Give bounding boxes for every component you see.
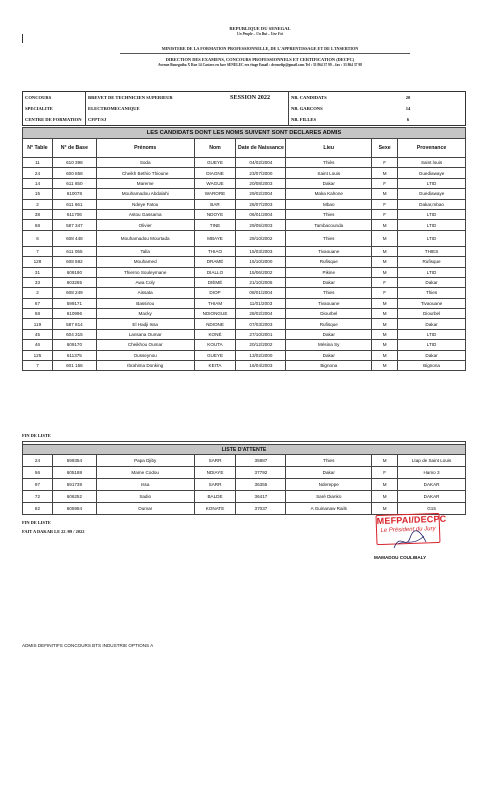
- cell-table-number: 45: [23, 329, 53, 339]
- cell-last-name: SARR: [194, 455, 236, 467]
- cell-table-number: 72: [23, 491, 53, 503]
- cell-first-names: Mouhamed: [96, 257, 194, 267]
- cell-origin: Dakar,mbao: [398, 199, 466, 209]
- cell-birth-date: 15/06/2002: [236, 267, 286, 277]
- cell-first-names: Awa Coly: [96, 277, 194, 287]
- table-row: [23, 178, 466, 188]
- cell-base-number: 611 055: [52, 246, 96, 256]
- cell-table-number: 68: [23, 220, 53, 230]
- cell-sex: M: [372, 455, 398, 467]
- cell-birth-date: 29/05/2003: [236, 220, 286, 230]
- centre-value: CFPT/SJ: [88, 117, 107, 122]
- attente-title: LISTE D'ATTENTE: [23, 445, 466, 455]
- cell-base-number: 610996: [52, 309, 96, 319]
- table-row: [23, 246, 466, 256]
- cell-sex: F: [372, 467, 398, 479]
- cell-origin: LTID: [398, 209, 466, 219]
- cell-origin: Saint louis: [398, 158, 466, 168]
- cell-sex: M: [372, 189, 398, 199]
- table-row: [23, 230, 466, 246]
- table-row: [23, 455, 466, 467]
- cell-sex: M: [372, 491, 398, 503]
- cell-last-name: NDIONGUE: [194, 309, 236, 319]
- cell-base-number: 605984: [52, 503, 96, 515]
- cell-origin: THIES: [398, 246, 466, 256]
- cell-sex: F: [372, 288, 398, 298]
- cell-last-name: KONÉ: [194, 329, 236, 339]
- cell-birth-place: Dakar: [286, 329, 372, 339]
- cell-table-number: 128: [23, 257, 53, 267]
- cell-table-number: 125: [23, 350, 53, 360]
- cell-birth-date: 26/07/2003: [236, 199, 286, 209]
- cell-birth-place: Tambacounda: [286, 220, 372, 230]
- table-row: [23, 189, 466, 199]
- cell-last-name: TINE: [194, 220, 236, 230]
- cell-table-number: 56: [23, 467, 53, 479]
- exam-info-table: [22, 91, 466, 126]
- cell-last-name: THIAM: [194, 298, 236, 308]
- cell-last-name: GUEYE: [194, 158, 236, 168]
- cell-base-number: 591739: [52, 479, 96, 491]
- column-header-last-name: Nom: [194, 139, 236, 158]
- cell-birth-date: 29/02/2004: [236, 189, 286, 199]
- cell-birth-place: Dakar: [286, 277, 372, 287]
- cell-base-number: 587 347: [52, 220, 96, 230]
- cell-first-names: Issa: [96, 479, 194, 491]
- cell-last-name: THIAO: [194, 246, 236, 256]
- cell-origin: LTID: [398, 178, 466, 188]
- admis-rows: [23, 158, 466, 371]
- cell-birth-date: 13/02/2000: [236, 350, 286, 360]
- concours-value: BREVET DE TECHNICIEN SUPERIEUR: [88, 95, 173, 100]
- nb-garcons-value: 14: [405, 106, 411, 111]
- attente-rows: [23, 455, 466, 515]
- signature-scribble: [390, 528, 430, 552]
- nb-candidats-value: 20: [405, 95, 411, 100]
- cell-base-number: 587 814: [52, 319, 96, 329]
- cell-origin: Diourbel: [398, 309, 466, 319]
- cell-last-name: KEITA: [194, 361, 236, 371]
- header-republic: REPUBLIQUE DU SENEGAL: [229, 26, 291, 31]
- cell-first-names: Aissata: [96, 288, 194, 298]
- cell-birth-place: Dakar: [286, 350, 372, 360]
- cell-sex: M: [372, 340, 398, 350]
- cell-birth-place: Dakar: [286, 178, 372, 188]
- document-footer: ADMIS DEFINITIFS CONCOURS BTS INDUSTRIE OPTIONS A: [22, 643, 154, 648]
- column-header-first-names: Prénoms: [96, 139, 194, 158]
- attente-table: [22, 441, 466, 515]
- cell-sex: F: [372, 209, 398, 219]
- table-row: [23, 199, 466, 209]
- cell-first-names: Talla: [96, 246, 194, 256]
- table-row: [23, 267, 466, 277]
- cell-birth-date: 11/01/2003: [236, 298, 286, 308]
- cell-origin: Guediawaye: [398, 168, 466, 178]
- cell-birth-place: Saré Dianko: [286, 491, 372, 503]
- cell-base-number: 611 661: [52, 199, 96, 209]
- cell-first-names: Papa Djiby: [96, 455, 194, 467]
- cell-birth-place: Rufisque: [286, 257, 372, 267]
- cell-origin: Hamo 3: [398, 467, 466, 479]
- cell-birth-date: 36355: [236, 479, 286, 491]
- table-row: [23, 350, 466, 360]
- cell-birth-date: 08/01/2004: [236, 288, 286, 298]
- cell-origin: Bignona: [398, 361, 466, 371]
- cell-origin: LTID: [398, 230, 466, 246]
- cell-table-number: 6: [23, 230, 53, 246]
- cell-birth-date: 37037: [236, 503, 286, 515]
- cell-last-name: BALDE: [194, 491, 236, 503]
- cell-origin: DAKAR: [398, 491, 466, 503]
- column-header-origin: Provenance: [398, 139, 466, 158]
- cell-sex: M: [372, 220, 398, 230]
- cell-origin: Dakar: [398, 350, 466, 360]
- cell-base-number: 608 249: [52, 288, 96, 298]
- cell-table-number: 24: [23, 168, 53, 178]
- cell-first-names: Ousseynou: [96, 350, 194, 360]
- cell-first-names: Soda: [96, 158, 194, 168]
- cell-birth-date: 35887: [236, 455, 286, 467]
- table-row: [23, 467, 466, 479]
- attente-end-of-list: FIN DE LISTE: [22, 520, 51, 525]
- cell-last-name: DIALLO: [194, 267, 236, 277]
- nb-garcons-label: NB. GARCONS: [289, 103, 350, 114]
- cell-first-names: Cheikh Bethio Thioune: [96, 168, 194, 178]
- cell-birth-date: 36417: [236, 491, 286, 503]
- cell-origin: Dakar: [398, 319, 466, 329]
- cell-last-name: GUEYE: [194, 350, 236, 360]
- cell-table-number: 67: [23, 298, 53, 308]
- admis-end-of-list: FIN DE LISTE: [22, 433, 51, 438]
- cell-base-number: 600 858: [52, 168, 96, 178]
- cell-birth-place: Tivaouane: [286, 246, 372, 256]
- cell-sex: M: [372, 329, 398, 339]
- cell-first-names: Astou Gassama: [96, 209, 194, 219]
- cell-birth-place: Thies: [286, 230, 372, 246]
- cell-origin: Rufisque: [398, 257, 466, 267]
- cell-origin: Thies: [398, 288, 466, 298]
- column-header-base-number: N° de Base: [52, 139, 96, 158]
- cell-table-number: 7: [23, 361, 53, 371]
- cell-table-number: 11: [23, 158, 53, 168]
- cell-table-number: 7: [23, 246, 53, 256]
- admis-table: [22, 127, 466, 371]
- cell-first-names: Olivier: [96, 220, 194, 230]
- table-row: [23, 503, 466, 515]
- cell-base-number: 603265: [52, 277, 96, 287]
- cell-first-names: Ndeye Fatou: [96, 199, 194, 209]
- cell-birth-date: 28/02/2004: [236, 309, 286, 319]
- cell-origin: LTID: [398, 220, 466, 230]
- table-row: [23, 340, 466, 350]
- table-row: [23, 329, 466, 339]
- column-header-birth-date: Date de Naissance: [236, 139, 286, 158]
- cell-birth-place: Bignona: [286, 361, 372, 371]
- cell-birth-place: Thies: [286, 209, 372, 219]
- column-header-sex: Sexe: [372, 139, 398, 158]
- cell-first-names: Ibrahima Donking: [96, 361, 194, 371]
- cell-base-number: 606252: [52, 491, 96, 503]
- cell-birth-date: 23/07/2000: [236, 168, 286, 178]
- cell-last-name: NDOYE: [194, 209, 236, 219]
- cell-last-name: WARORE: [194, 189, 236, 199]
- cell-table-number: 31: [23, 267, 53, 277]
- header-direction: DIRECTION DES EXAMENS, CONCOURS PROFESSIONNELS ET CERTIFICATION (DECPC): [165, 57, 355, 62]
- cell-last-name: KOUTA: [194, 340, 236, 350]
- cell-table-number: 38: [23, 209, 53, 219]
- column-header-birth-place: Lieu: [286, 139, 372, 158]
- cell-first-names: Mareme: [96, 178, 194, 188]
- nb-filles-value: 6: [406, 117, 410, 122]
- cell-birth-place: A Guinanaw Rails: [286, 503, 372, 515]
- cell-sex: M: [372, 267, 398, 277]
- table-row: [23, 298, 466, 308]
- cell-table-number: 119: [23, 319, 53, 329]
- cell-last-name: DIOP: [194, 288, 236, 298]
- cell-first-names: Mame Codou: [96, 467, 194, 479]
- cell-first-names: Lansana Oumar: [96, 329, 194, 339]
- table-row: [23, 361, 466, 371]
- header-ministry: MINISTERE DE LA FORMATION PROFESSIONNELLE, DE L'APPRENTISSAGE ET DE L'INSERTION: [161, 46, 359, 51]
- nb-candidats-label: NB. CANDIDATS: [289, 92, 350, 104]
- president-name: MAMADOU COULIBALY: [374, 555, 427, 560]
- cell-last-name: DRAMÉ: [194, 257, 236, 267]
- cell-base-number: 608 448: [52, 230, 96, 246]
- table-row: [23, 257, 466, 267]
- cell-table-number: 46: [23, 340, 53, 350]
- cell-last-name: MBAYE: [194, 230, 236, 246]
- cell-birth-place: Thiès: [286, 158, 372, 168]
- stamp-line-2: Le Président du Jury: [380, 526, 436, 534]
- cell-base-number: 610078: [52, 189, 96, 199]
- cell-base-number: 605188: [52, 467, 96, 479]
- cell-birth-date: 16/04/2003: [236, 361, 286, 371]
- cell-birth-date: 06/01/2004: [236, 209, 286, 219]
- specialite-value: ELECTROMECANIQUE: [88, 106, 140, 111]
- table-row: [23, 158, 466, 168]
- cell-origin: LTID: [398, 267, 466, 277]
- cell-birth-place: Tivaouane: [286, 298, 372, 308]
- cell-table-number: 82: [23, 503, 53, 515]
- header-rule: [120, 53, 410, 54]
- cell-sex: M: [372, 479, 398, 491]
- cell-base-number: 609190: [52, 267, 96, 277]
- cell-birth-place: Maka Kahone: [286, 189, 372, 199]
- cell-last-name: NDIAYE: [194, 467, 236, 479]
- table-row: [23, 277, 466, 287]
- admis-title: LES CANDIDATS DONT LES NOMS SUIVENT SONT DECLARES ADMIS: [23, 128, 466, 139]
- cell-last-name: SARR: [194, 479, 236, 491]
- cell-first-names: Bassirou: [96, 298, 194, 308]
- cell-sex: M: [372, 168, 398, 178]
- cell-base-number: 609170: [52, 340, 96, 350]
- cell-last-name: KONATE: [194, 503, 236, 515]
- cell-last-name: WAGUE: [194, 178, 236, 188]
- admis-column-headers: [23, 139, 466, 158]
- cell-birth-date: 15/10/2000: [236, 257, 286, 267]
- cell-birth-place: Mbao: [286, 199, 372, 209]
- cell-sex: M: [372, 503, 398, 515]
- table-row: [23, 319, 466, 329]
- cell-birth-place: Mésina Sy: [286, 340, 372, 350]
- cell-origin: G15: [398, 503, 466, 515]
- cell-base-number: 611 650: [52, 178, 96, 188]
- cell-origin: Dakar: [398, 277, 466, 287]
- cell-origin: Ltap de Saint Louis: [398, 455, 466, 467]
- cell-base-number: 601 156: [52, 361, 96, 371]
- cell-table-number: 2: [23, 288, 53, 298]
- cell-birth-date: 21/10/2005: [236, 277, 286, 287]
- cell-origin: DAKAR: [398, 479, 466, 491]
- cell-base-number: 611706: [52, 209, 96, 219]
- cell-last-name: BAR: [194, 199, 236, 209]
- cell-sex: M: [372, 319, 398, 329]
- cell-sex: M: [372, 309, 398, 319]
- cell-base-number: 611375: [52, 350, 96, 360]
- cell-first-names: Macky: [96, 309, 194, 319]
- cell-birth-place: Thies: [286, 288, 372, 298]
- cell-first-names: Thierno Souleymane: [96, 267, 194, 277]
- cell-first-names: Oumar: [96, 503, 194, 515]
- cell-birth-place: Saint Louis: [286, 168, 372, 178]
- cell-base-number: 610 398: [52, 158, 96, 168]
- cell-birth-place: Diourbel: [286, 309, 372, 319]
- concours-label: CONCOURS: [23, 92, 86, 104]
- cell-birth-place: Ndereppe: [286, 479, 372, 491]
- stamp-line-1: MEFPAI/DECPC: [376, 513, 447, 527]
- specialite-label: SPECIALITE: [23, 103, 86, 114]
- cell-sex: F: [372, 158, 398, 168]
- cell-sex: F: [372, 178, 398, 188]
- cell-sex: M: [372, 298, 398, 308]
- cell-origin: LTID: [398, 340, 466, 350]
- cell-first-names: Cheikhou Oumar: [96, 340, 194, 350]
- cell-birth-date: 07/03/2003: [236, 319, 286, 329]
- session-label: SESSION 2022: [230, 94, 271, 101]
- column-header-table-number: N° Table: [23, 139, 53, 158]
- cell-table-number: 24: [23, 455, 53, 467]
- cell-last-name: DIAGNE: [194, 168, 236, 178]
- nb-filles-label: NB. FILLES: [289, 114, 350, 126]
- cell-birth-place: Thies: [286, 455, 372, 467]
- cell-table-number: 97: [23, 479, 53, 491]
- margin-mark: [22, 34, 23, 43]
- cell-table-number: 33: [23, 277, 53, 287]
- table-row: [23, 168, 466, 178]
- cell-birth-date: 37792: [236, 467, 286, 479]
- cell-birth-date: 29/10/2002: [236, 230, 286, 246]
- cell-table-number: 2: [23, 199, 53, 209]
- cell-birth-date: 20/08/2003: [236, 178, 286, 188]
- table-row: [23, 309, 466, 319]
- table-row: [23, 479, 466, 491]
- cell-birth-date: 04/02/2004: [236, 158, 286, 168]
- cell-sex: F: [372, 277, 398, 287]
- cell-origin: LTID: [398, 329, 466, 339]
- header-motto: Un Peuple – Un But – Une Foi: [236, 32, 284, 36]
- cell-origin: Tivaouane: [398, 298, 466, 308]
- cell-birth-place: Dakar: [286, 467, 372, 479]
- cell-first-names: Mouhamadou Abdalahi: [96, 189, 194, 199]
- cell-base-number: 599171: [52, 298, 96, 308]
- cell-birth-place: Rufisque: [286, 319, 372, 329]
- table-row: [23, 209, 466, 219]
- cell-sex: F: [372, 199, 398, 209]
- cell-birth-date: 27/10/2001: [236, 329, 286, 339]
- cell-sex: M: [372, 350, 398, 360]
- cell-last-name: DIÈMÉ: [194, 277, 236, 287]
- cell-origin: Guediawaye: [398, 189, 466, 199]
- cell-birth-date: 20/12/2002: [236, 340, 286, 350]
- fait-a-dakar: FAIT A DAKAR LE 22 /09 / 2022: [22, 529, 85, 534]
- table-row: [23, 491, 466, 503]
- cell-table-number: 15: [23, 189, 53, 199]
- header-address: Avenue Bourguiba X Rue 14 Castors en face SENELEC rez étage Email : decmefip@gmail.com Tel : 33 864 37 99 – fax : 33 864 37 98: [158, 63, 362, 67]
- cell-first-names: El Hadji Issa: [96, 319, 194, 329]
- cell-base-number: 608 582: [52, 257, 96, 267]
- centre-label: CENTRE DE FORMATION: [23, 114, 86, 126]
- table-row: [23, 288, 466, 298]
- table-row: [23, 220, 466, 230]
- cell-first-names: Mouhamadou Mourtada: [96, 230, 194, 246]
- cell-sex: M: [372, 361, 398, 371]
- cell-birth-place: Pikine: [286, 267, 372, 277]
- cell-table-number: 14: [23, 178, 53, 188]
- cell-birth-date: 15/03/2003: [236, 246, 286, 256]
- cell-last-name: NDIONE: [194, 319, 236, 329]
- cell-sex: M: [372, 246, 398, 256]
- cell-sex: M: [372, 257, 398, 267]
- cell-table-number: 58: [23, 309, 53, 319]
- cell-base-number: 604 315: [52, 329, 96, 339]
- cell-first-names: Sadio: [96, 491, 194, 503]
- cell-sex: M: [372, 230, 398, 246]
- cell-base-number: 599354: [52, 455, 96, 467]
